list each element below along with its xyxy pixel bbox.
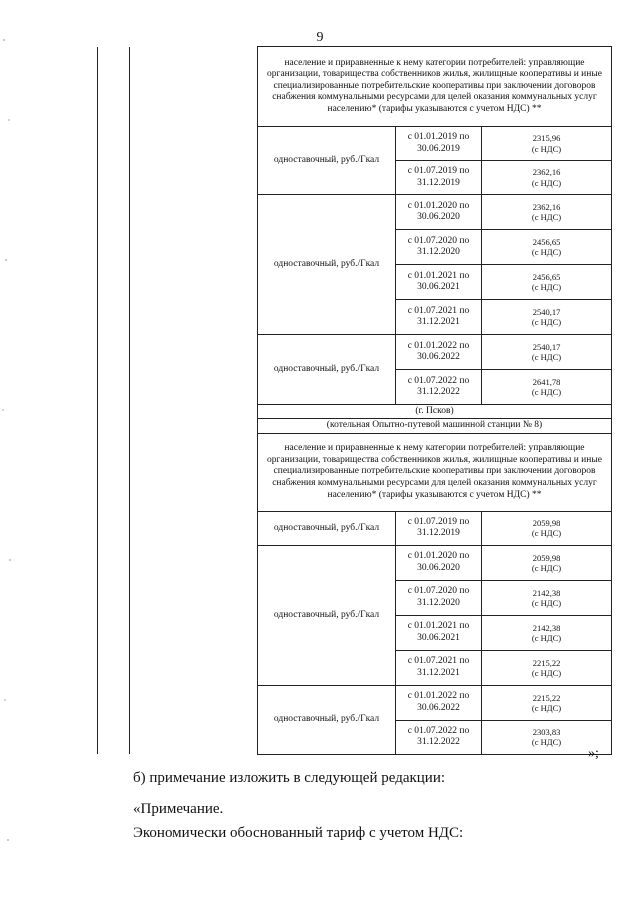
value-cell: 2540,17 (с НДС)	[482, 300, 612, 335]
city-row: (г. Псков)	[258, 405, 612, 419]
tariff-kind-cell: одноставочный, руб./Гкал	[258, 545, 396, 685]
tariff-kind-cell: одноставочный, руб./Гкал	[258, 685, 396, 754]
tariff-table	[97, 46, 612, 755]
period-cell: с 01.07.2020 по 31.12.2020	[396, 230, 482, 265]
value-cell: 2142,38 (с НДС)	[482, 580, 612, 615]
value-cell: 2641,78 (с НДС)	[482, 370, 612, 405]
period-cell: с 01.07.2020 по 31.12.2020	[396, 580, 482, 615]
period-cell: с 01.01.2022 по 30.06.2022	[396, 335, 482, 370]
tariff-kind-cell: одноставочный, руб./Гкал	[258, 335, 396, 405]
value-cell: 2315,96 (с НДС)	[482, 127, 612, 161]
value-cell: 2215,22 (с НДС)	[482, 685, 612, 720]
tariff-kind-cell: одноставочный, руб./Гкал	[258, 195, 396, 335]
period-cell: с 01.07.2022 по 31.12.2022	[396, 720, 482, 754]
empty-column-2	[130, 47, 258, 755]
period-cell: с 01.01.2021 по 30.06.2021	[396, 265, 482, 300]
tariff-kind-cell: одноставочный, руб./Гкал	[258, 127, 396, 195]
value-cell: 2303,83 (с НДС)	[482, 720, 612, 754]
paragraph-econ: Экономически обоснованный тариф с учетом НДС:	[133, 825, 464, 841]
closing-quote: »;	[588, 746, 599, 761]
period-cell: с 01.01.2021 по 30.06.2021	[396, 615, 482, 650]
value-cell: 2059,98 (с НДС)	[482, 511, 612, 545]
value-cell: 2362,16 (с НДС)	[482, 195, 612, 230]
value-cell: 2142,38 (с НДС)	[482, 615, 612, 650]
scan-edge-noise	[0, 0, 14, 905]
period-cell: с 01.07.2022 по 31.12.2022	[396, 370, 482, 405]
value-cell: 2540,17 (с НДС)	[482, 335, 612, 370]
paragraph-note: «Примечание.	[133, 801, 224, 817]
value-cell: 2456,65 (с НДС)	[482, 265, 612, 300]
consumers-header-2: население и приравненные к нему категории потребителей: управляющие организации, товарищества собственников жилья, жилищные кооперативы и иные специализированные потребительские кооперативы при заключении договоров снабжения коммунальными ресурсами для целей оказания коммунальных услуг населению* (тарифы указываются с учетом НДС) **	[258, 433, 612, 511]
empty-column-1	[98, 47, 130, 755]
period-cell: с 01.07.2021 по 31.12.2021	[396, 300, 482, 335]
period-cell: с 01.01.2019 по 30.06.2019	[396, 127, 482, 161]
paragraph-b: б) примечание изложить в следующей редакции:	[133, 770, 446, 786]
value-cell: 2362,16 (с НДС)	[482, 161, 612, 195]
value-cell: 2215,22 (с НДС)	[482, 650, 612, 685]
value-cell: 2456,65 (с НДС)	[482, 230, 612, 265]
period-cell: с 01.07.2019 по 31.12.2019	[396, 511, 482, 545]
tariff-kind-cell: одноставочный, руб./Гкал	[258, 511, 396, 545]
period-cell: с 01.01.2020 по 30.06.2020	[396, 195, 482, 230]
page-number: 9	[316, 30, 324, 45]
boiler-row: (котельная Опытно-путевой машинной станции № 8)	[258, 419, 612, 433]
period-cell: с 01.07.2019 по 31.12.2019	[396, 161, 482, 195]
consumers-header-1: население и приравненные к нему категории потребителей: управляющие организации, товарищества собственников жилья, жилищные кооперативы и иные специализированные потребительские кооперативы при заключении договоров снабжения коммунальными ресурсами для целей оказания коммунальных услуг населению* (тарифы указываются с учетом НДС) **	[258, 47, 612, 127]
period-cell: с 01.07.2021 по 31.12.2021	[396, 650, 482, 685]
value-cell: 2059,98 (с НДС)	[482, 545, 612, 580]
period-cell: с 01.01.2020 по 30.06.2020	[396, 545, 482, 580]
period-cell: с 01.01.2022 по 30.06.2022	[396, 685, 482, 720]
